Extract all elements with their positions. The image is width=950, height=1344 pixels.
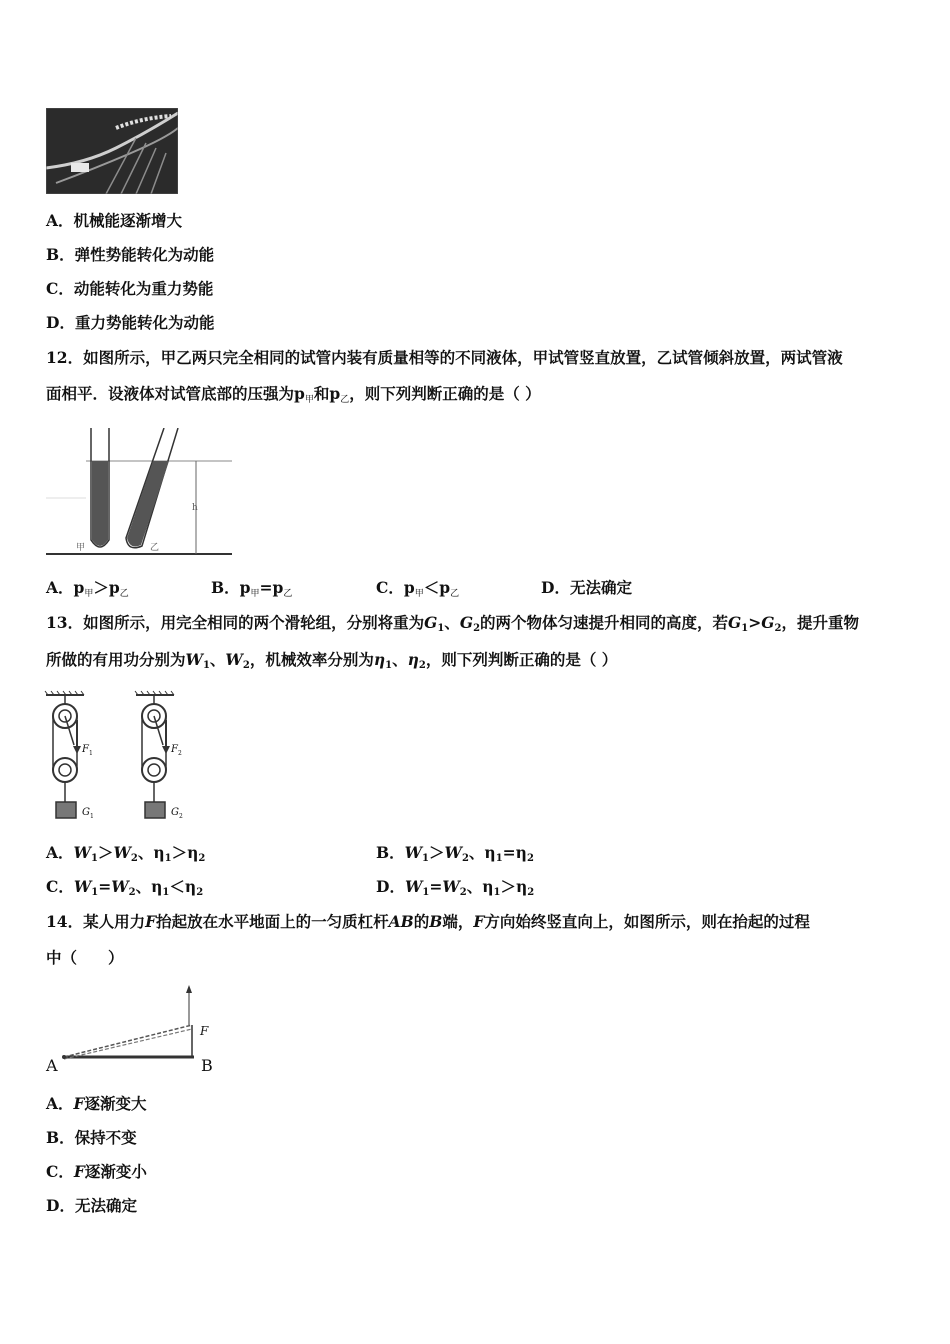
q14-option-b: B．保持不变 — [46, 1128, 137, 1147]
q13-f1-sub: 1 — [89, 750, 93, 757]
q11-option-a: A．机械能逐渐增大 — [46, 211, 183, 230]
q13-f2-label: F — [171, 744, 178, 755]
q11-option-c: C．动能转化为重力势能 — [46, 279, 214, 298]
q13-stem-line2: 所做的有用功分别为$W_1$、$W_2$，机械效率分别为$\eta_1$、$\eta_2$，则下列判断正确的是（ ） — [46, 650, 618, 671]
q12-stem-line1: 12．如图所示，甲乙两只完全相同的试管内装有质量相等的不同液体，甲试管竖直放置，乙试管倾斜放置，两试管液 — [46, 348, 843, 367]
q14-force-label: F — [200, 1024, 209, 1038]
q13-pulley-figure — [44, 690, 194, 825]
q13-g2-sub: 2 — [179, 813, 183, 820]
q13-option-b: B．$W_1>W_2$、$\eta_1=\eta_2$ — [376, 843, 534, 864]
q13-option-c: C．$W_1=W_2$、$\eta_1<\eta_2$ — [46, 877, 204, 898]
q13-f1-label: F — [82, 744, 89, 755]
q14-point-b-label: B — [201, 1056, 213, 1075]
q13-option-d: D．$W_1=W_2$、$\eta_1>\eta_2$ — [376, 877, 535, 898]
q11-option-d: D．重力势能转化为动能 — [46, 313, 215, 332]
q11-photo — [46, 108, 178, 194]
q14-option-c: C．F逐渐变小 — [46, 1162, 147, 1181]
q12-stem-line2: 面相平．设液体对试管底部的压强为p甲和p乙，则下列判断正确的是（ ） — [46, 384, 541, 405]
q12-option-d: D．无法确定 — [541, 578, 632, 597]
q13-stem-line1: 13．如图所示，用完全相同的两个滑轮组，分别将重为$G_1$、$G_2$的两个物体匀速提升相同的高度，若$G_1>G_2$，提升重物 — [46, 613, 859, 634]
q12-option-c: C．p甲＜p乙 — [376, 578, 460, 599]
q13-option-a: A．$W_1>W_2$、$\eta_1>\eta_2$ — [46, 843, 206, 864]
q12-option-b: B．p甲=p乙 — [211, 578, 293, 599]
q13-g1-label: G — [82, 807, 90, 818]
q13-g2-label: G — [171, 807, 179, 818]
q14-lever-figure — [44, 985, 224, 1080]
q12-tube-yi-label: 乙 — [150, 543, 160, 553]
q13-f2-sub: 2 — [178, 750, 182, 757]
q14-stem-line2: 中（ ） — [46, 948, 124, 967]
q14-stem-line1: 14．某人用力F抬起放在水平地面上的一匀质杠杆AB的B端，F方向始终竖直向上，如图所示，则在抬起的过程 — [46, 912, 810, 931]
q14-option-a: A．F逐渐变大 — [46, 1094, 147, 1113]
q12-test-tubes-figure — [46, 428, 236, 558]
q12-tube-jia-label: 甲 — [76, 543, 86, 553]
q11-option-b: B．弹性势能转化为动能 — [46, 245, 215, 264]
q12-option-a: A．p甲＞p乙 — [46, 578, 129, 599]
q14-point-a-label: A — [46, 1056, 58, 1075]
q13-g1-sub: 1 — [90, 813, 94, 820]
q12-h-label: h — [192, 503, 198, 513]
q14-option-d: D．无法确定 — [46, 1196, 137, 1215]
